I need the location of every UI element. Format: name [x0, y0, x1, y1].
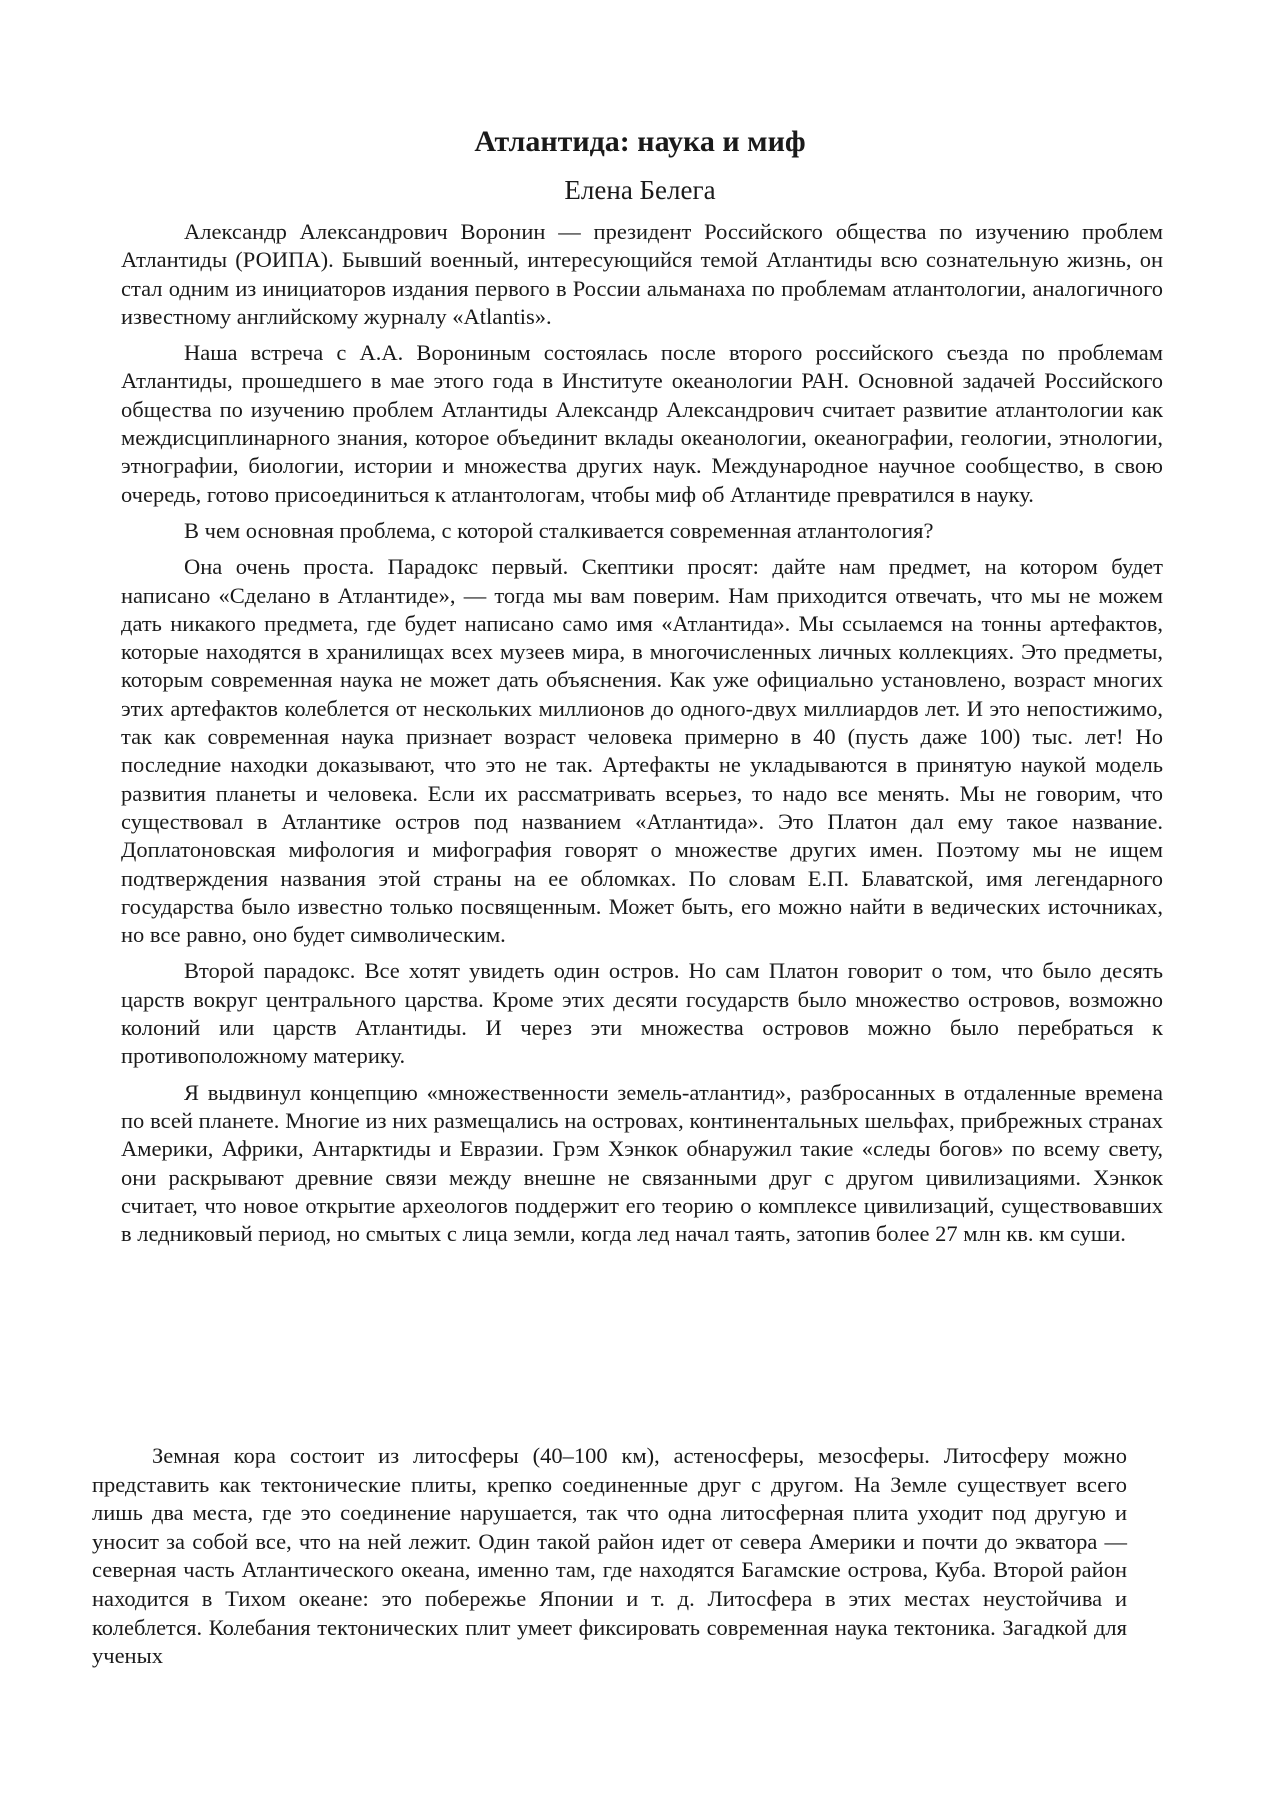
document-body-continuation — [92, 1442, 1127, 1671]
paragraph: Наша встреча с А.А. Ворониным состоялась после второго российского съезда по проблемам Атлантиды, прошедшего в мае этого года в Институте океанологии РАН. Основной задачей Российского общества по изучению проблем Атлантиды Александр Александрович считает развитие атлантологии как междисциплинарного знания, которое объединит вклады океанологии, океанографии, геологии, этнологии, этнографии, биологии, истории и множества других наук. Международное научное сообщество, в свою очередь, готово присоединиться к атлантологам, чтобы миф об Атлантиде превратился в науку. — [121, 340, 1163, 507]
paragraph: Александр Александрович Воронин — президент Российского общества по изучению проблем Атлантиды (РОИПА). Бывший военный, интересующийся темой Атлантиды всю сознательную жизнь, он стал одним из инициаторов издания первого в России альманаха по проблемам атлантологии, аналогичного известному английскому журналу «Atlantis». — [121, 219, 1163, 329]
document-body — [121, 218, 1163, 1256]
paragraph: Я выдвинул концепцию «множественности земель-атлантид», разбросанных в отдаленные времена по всей планете. Многие из них размещались на островах, континентальных шельфах, прибрежных странах Америки, Африки, Антарктиды и Евразии. Грэм Хэнкок обнаружил такие «следы богов» по всему свету, они раскрывают древние связи между внешне не связанными друг с другом цивилизациями. Хэнкок считает, что новое открытие археологов поддержит его теорию о комплексе цивилизаций, существовавших в ледниковый период, но смытых с лица земли, когда лед начал таять, затопив более 27 млн кв. км суши. — [121, 1079, 1163, 1247]
document-title: Атлантида: наука и миф — [474, 125, 806, 158]
paragraph: Второй парадокс. Все хотят увидеть один остров. Но сам Платон говорит о том, что было десять царств вокруг центрального царства. Кроме этих десяти государств было множество островов, возможно колоний или царств Атлантиды. И через эти множества островов можно было перебраться к противоположному материку. — [121, 958, 1163, 1069]
paragraph: Земная кора состоит из литосферы (40–100 км), астеносферы, мезосферы. Литосферу можно представить как тектонические плиты, крепко соединенные друг с другом. На Земле существует всего лишь два места, где это соединение нарушается, так что одна литосферная плита уходит под другую и уносит за собой все, что на ней лежит. Один такой район идет от севера Америки и почти до экватора — северная часть Атлантического океана, именно там, где находятся Багамские острова, Куба. Второй район находится в Тихом океане: это побережье Японии и т. д. Литосфера в этих местах неустойчива и колеблется. Колебания тектонических плит умеет фиксировать современная наука тектоника. Загадкой для ученых — [92, 1443, 1127, 1669]
question-paragraph: В чем основная проблема, с которой сталкивается современная атлантология? — [184, 517, 934, 543]
document-author: Елена Белега — [564, 175, 716, 205]
paragraph: Она очень проста. Парадокс первый. Скептики просят: дайте нам предмет, на котором будет написано «Сделано в Атлантиде», — тогда мы вам поверим. Нам приходится отвечать, что мы не можем дать никакого предмета, где будет написано само имя «Атлантида». Мы ссылаемся на тонны артефактов, которые находятся в хранилищах всех музеев мира, в многочисленных личных коллекциях. Это предметы, которым современная наука не может дать объяснения. Как уже официально установлено, возраст многих этих артефактов колеблется от нескольких миллионов до одного-двух миллиардов лет. И это непостижимо, так как современная наука признает возраст человека примерно в 40 (пусть даже 100) тыс. лет! Но последние находки доказывают, что это не так. Артефакты не укладываются в принятую наукой модель развития планеты и человека. Если их рассматривать всерьез, то надо все менять. Мы не говорим, что существовал в Атлантике остров под названием «Атлантида». Это Платон дал ему такое название. Доплатоновская мифология и мифография говорят о множестве других имен. Поэтому мы не ищем подтверждения названия этой страны на ее обломках. По словам Е.П. Блаватской, имя легендарного государства было известно только посвященным. Может быть, его можно найти в ведических источниках, но все равно, оно будет символическим. — [121, 554, 1163, 948]
